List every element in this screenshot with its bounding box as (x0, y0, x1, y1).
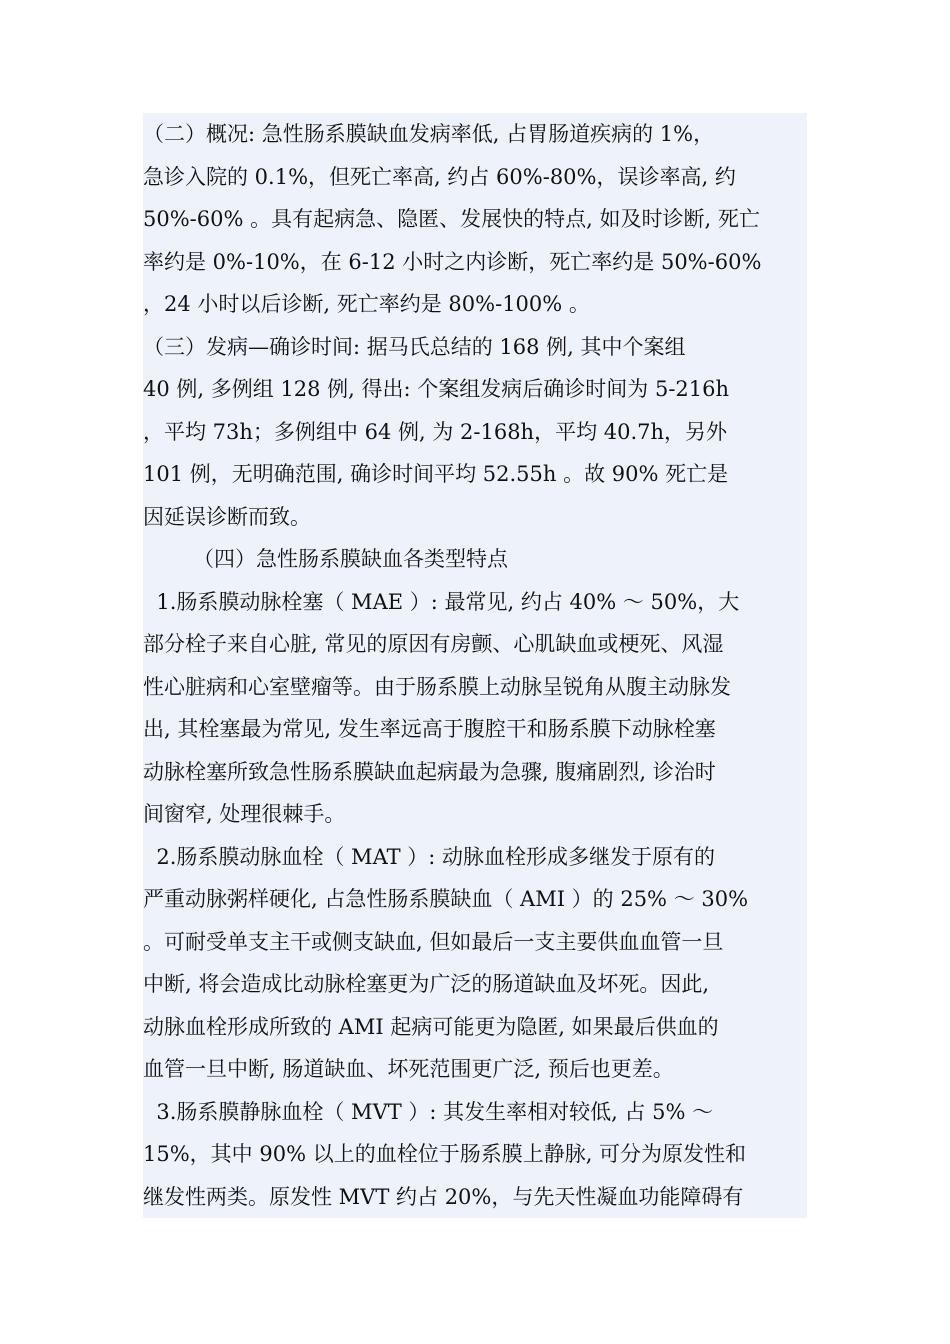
text-line: 50%-60% 。具有起病急、隐匿、发展快的特点, 如及时诊断, 死亡 (143, 207, 760, 231)
paragraph-mat (143, 836, 807, 1091)
text-line: 15%，其中 90% 以上的血栓位于肠系膜上静脉, 可分为原发性和 (143, 1142, 747, 1166)
text-line: 动脉血栓形成所致的 AMI 起病可能更为隐匿, 如果最后供血的 (143, 1014, 719, 1039)
text-line: 血管一旦中断, 肠道缺血、坏死范围更广泛, 预后也更差。 (143, 1057, 674, 1081)
text-line: 出, 其栓塞最为常见, 发生率远高于腹腔干和肠系膜下动脉栓塞 (143, 717, 716, 741)
text-line: ，24 小时以后诊断, 死亡率约是 80%-100% 。 (143, 292, 590, 316)
text-line: （二）概况: 急性肠系膜缺血发病率低, 占胃肠道疾病的 1%， (143, 122, 715, 146)
text-line: 因延误诊断而致。 (143, 504, 311, 529)
paragraph-type-features-heading (143, 538, 807, 581)
text-line: 。可耐受单支主干或侧支缺血, 但如最后一支主要供血血管一旦 (143, 929, 724, 954)
section-heading: （四）急性肠系膜缺血各类型特点 (193, 547, 508, 571)
text-line: 动脉栓塞所致急性肠系膜缺血起病最为急骤, 腹痛剧烈, 诊治时 (143, 759, 716, 784)
paragraph-onset-diagnosis-time (143, 326, 807, 539)
text-line: 继发性两类。原发性 MVT 约占 20%，与先天性凝血功能障碍有 (143, 1184, 744, 1209)
text-line: 性心脏病和心室壁瘤等。由于肠系膜上动脉呈锐角从腹主动脉发 (143, 674, 731, 699)
document-body (143, 113, 807, 1218)
text-line: 急诊入院的 0.1%，但死亡率高, 约占 60%-80%，误诊率高, 约 (143, 164, 736, 189)
text-line: 间窗窄, 处理很棘手。 (143, 802, 346, 826)
text-line: 3.肠系膜静脉血栓（ MVT ）: 其发生率相对较低, 占 5% ～ (143, 1099, 714, 1124)
paragraph-mvt (143, 1091, 807, 1219)
paragraph-overview (143, 113, 807, 326)
text-line: 严重动脉粥样硬化, 占急性肠系膜缺血（ AMI ）的 25% ～ 30% (143, 887, 749, 911)
text-line: 中断, 将会造成比动脉栓塞更为广泛的肠道缺血及坏死。因此, (143, 972, 710, 996)
text-line: （三）发病—确诊时间: 据马氏总结的 168 例, 其中个案组 (143, 334, 686, 359)
text-line: 部分栓子来自心脏, 常见的原因有房颤、心肌缺血或梗死、风湿 (143, 632, 724, 656)
text-line: 率约是 0%-10%，在 6-12 小时之内诊断，死亡率约是 50%-60% (143, 249, 762, 274)
text-line: 1.肠系膜动脉栓塞（ MAE ）: 最常见, 约占 40% ～ 50%，大 (143, 589, 740, 614)
text-line: 2.肠系膜动脉血栓（ MAT ）: 动脉血栓形成多继发于原有的 (143, 844, 716, 869)
paragraph-mae (143, 581, 807, 836)
text-line: 101 例，无明确范围, 确诊时间平均 52.55h 。故 90% 死亡是 (143, 462, 729, 486)
text-line: 40 例, 多例组 128 例, 得出: 个案组发病后确诊时间为 5-216h (143, 377, 730, 401)
text-line: ，平均 73h；多例组中 64 例, 为 2-168h，平均 40.7h，另外 (143, 419, 728, 444)
